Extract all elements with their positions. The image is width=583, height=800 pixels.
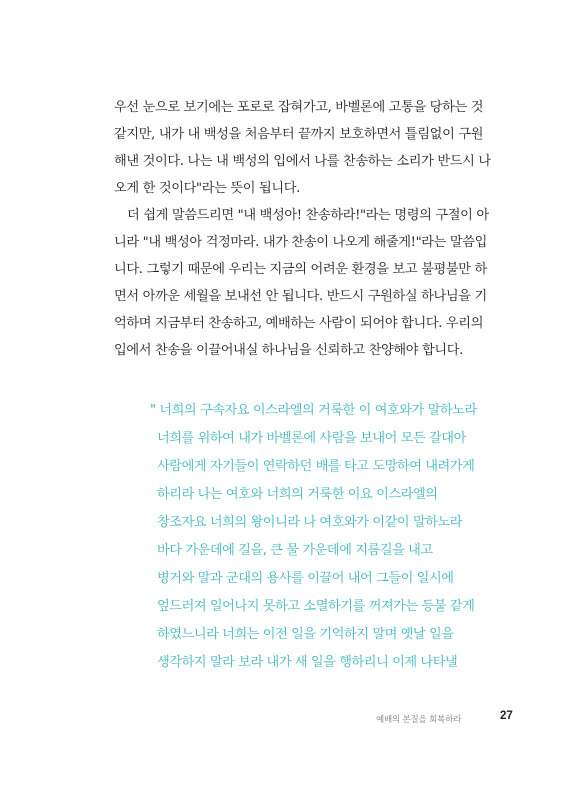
quote-line: 창조자요 너희의 왕이니라 나 여호와가 이같이 말하노라 bbox=[157, 515, 463, 530]
quote-line: 사람에게 자기들이 연락하던 배를 타고 도망하여 내려가게 bbox=[157, 459, 475, 474]
quote-line: 너희를 위하여 내가 바벨론에 사람을 보내어 모든 갈대아 bbox=[157, 431, 466, 446]
body-line: 더 쉽게 말씀드리면 "내 백성아! 찬송하라!"라는 명령의 구절이 아 bbox=[127, 208, 489, 223]
quote-line: 하리라 나는 여호와 너희의 거룩한 이요 이스라엘의 bbox=[157, 487, 438, 502]
body-line: 입에서 찬송을 이끌어내실 하나님을 신뢰하고 찬양해야 합니다. bbox=[114, 343, 464, 358]
body-line: 해낸 것이다. 나는 내 백성의 입에서 나를 찬송하는 소리가 반드시 나 bbox=[114, 154, 491, 169]
quote-line: 생각하지 말라 보라 내가 새 일을 행하리니 이제 나타낼 bbox=[157, 655, 458, 670]
running-title: 예배의 본질을 회복하라 bbox=[376, 715, 462, 725]
body-line: 오게 한 것이다"라는 뜻이 됩니다. bbox=[114, 181, 300, 196]
quote-line: 바다 가운데에 길을, 큰 물 가운데에 지름길을 내고 bbox=[157, 543, 433, 558]
body-line: 억하며 지금부터 찬송하고, 예배하는 사람이 되어야 합니다. 우리의 bbox=[114, 316, 484, 331]
quote-line: 하였느니라 너희는 이전 일을 기억하지 말며 옛날 일을 bbox=[157, 627, 454, 642]
body-line: 면서 아까운 세월을 보내선 안 됩니다. 반드시 구원하실 하나님을 기 bbox=[114, 289, 487, 304]
quote-line: 엎드러져 일어나지 못하고 소멸하기를 꺼져가는 등불 같게 bbox=[157, 599, 475, 614]
body-line: 니라 "내 백성아 걱정마라. 내가 찬송이 나오게 해줄게!"라는 말씀입 bbox=[114, 235, 488, 250]
page-number: 27 bbox=[500, 710, 513, 722]
body-line: 같지만, 내가 내 백성을 처음부터 끝까지 보호하면서 틀림없이 구원 bbox=[114, 127, 484, 142]
body-line: 니다. 그렇기 때문에 우리는 지금의 어려운 환경을 보고 불평불만 하 bbox=[114, 262, 487, 277]
quote-line: 병거와 말과 군대의 용사를 이끌어 내어 그들이 일시에 bbox=[157, 571, 454, 586]
body-line: 우선 눈으로 보기에는 포로로 잡혀가고, 바벨론에 고통을 당하는 것 bbox=[114, 100, 484, 115]
quote-line: " 너희의 구속자요 이스라엘의 거룩한 이 여호와가 말하노라 bbox=[150, 403, 477, 418]
